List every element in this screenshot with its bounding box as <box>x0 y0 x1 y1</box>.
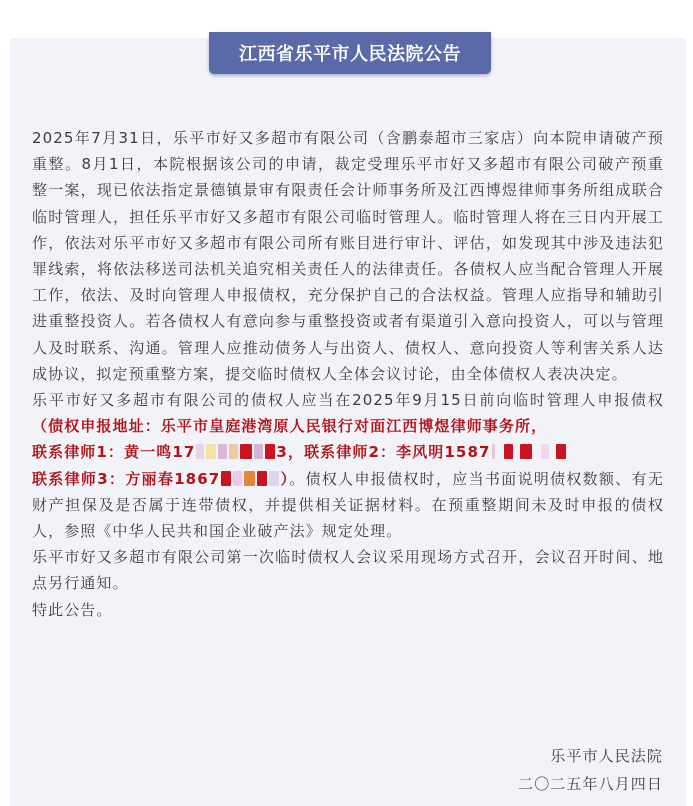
contact-lawyer-1-tail: 3， <box>276 443 305 462</box>
contact-lawyer-3: 联系律师3：方丽春1867 <box>32 469 221 488</box>
paragraph-3: 乐平市好又多超市有限公司第一次临时债权人会议采用现场方式召开，会议召开时间、地点另行通知。 <box>32 548 664 593</box>
signature-org: 乐平市人民法院 <box>550 747 663 765</box>
paragraph-1: 2025年7月31日，乐平市好又多超市有限公司（含鹏泰超市三家店）向本院申请破产预重整。8月1日，本院根据该公司的申请，裁定受理乐平市好又多超市有限公司破产预重整一案，现已依法指定景德镇景审有限责任会计师事务所及江西博煜律师事务所组成联合临时管理人，担任乐平市好又多超市有限公司临时管理人。临时管理人将在三日内开展工作，依法对乐平市好又多超市有限公司所有账目进行审计、评估，如发现其中涉及违法犯罪线索，将依法移送司法机关追究相关责任人的法律责任。各债权人应当配合管理人开展工作，依法、及时向管理人申报债权，充分保护自己的合法权益。管理人应指导和辅助引进重整投资人。若各债权人有意向参与重整投资或者有渠道引入意向投资人，可以与管理人及时联系、沟通。管理人应推动债务人与出资人、债权人、意向投资人等利害关系人达成协议，拟定预重整方案，提交临时债权人全体会议讨论，由全体债权人表决决定。 <box>32 129 664 383</box>
paragraph-4: 特此公告。 <box>32 600 113 619</box>
contact-lawyer-1: 联系律师1：黄一鸣17 <box>32 443 196 462</box>
contact-lawyer-2: 联系律师2：李风明1587 <box>304 443 491 462</box>
paragraph-2 <box>32 387 664 544</box>
claim-address: （债权申报地址：乐平市皇庭港湾原人民银行对面江西博煜律师事务所， <box>32 417 548 436</box>
redaction-mosaic-3 <box>220 470 280 488</box>
contact-close: ） <box>280 469 290 488</box>
page-title: 江西省乐平市人民法院公告 <box>239 44 461 65</box>
redaction-mosaic-2 <box>491 443 567 461</box>
p2-lead-text: 乐平市好又多超市有限公司的债权人应当在2025年9月15日前向临时管理人申报债权 <box>32 391 664 410</box>
signature-date: 二〇二五年八月四日 <box>518 775 663 793</box>
redaction-mosaic-1 <box>195 443 276 461</box>
notice-body <box>32 125 664 623</box>
notice-title-banner <box>209 32 491 74</box>
p2-tail-text: 。债权人申报债权时，应当书面说明债权数额、有无财产担保及是否属于连带债权，并提供相关证据材料。在预重整期间未及时申报的债权人，参照《中华人民共和国企业破产法》规定处理。 <box>32 469 664 541</box>
